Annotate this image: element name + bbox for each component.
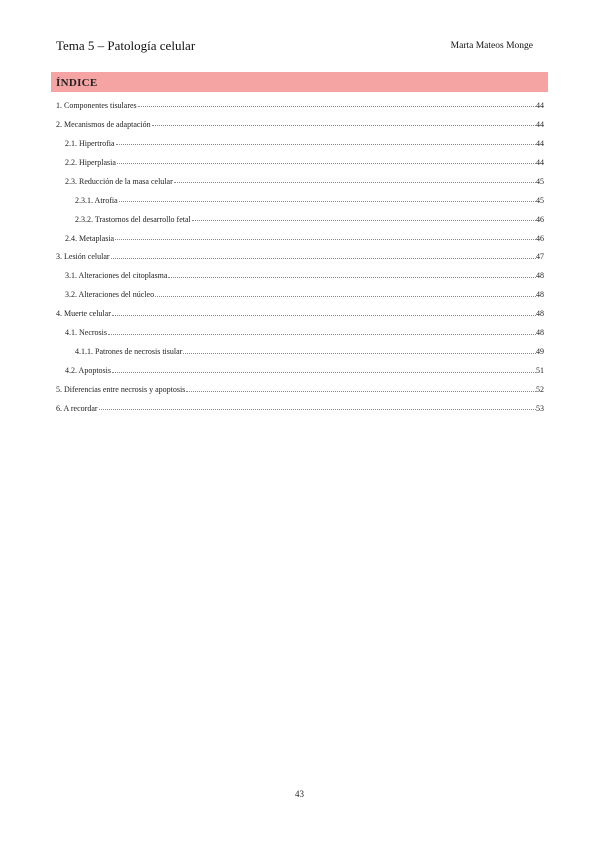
toc-entry-page: 48 <box>536 271 544 281</box>
toc-entry-label: 4.2. Apoptosis <box>65 366 112 376</box>
toc-dot-leader <box>112 315 536 316</box>
table-of-contents <box>56 96 544 418</box>
toc-entry-label: 2.1. Hipertrofia <box>65 138 115 148</box>
toc-entry-label: 3.1. Alteraciones del citoplasma <box>65 271 168 281</box>
toc-entry-page: 52 <box>536 385 544 395</box>
toc-entry-page: 48 <box>536 290 544 300</box>
toc-entry-page: 46 <box>536 214 544 224</box>
toc-dot-leader <box>117 163 536 164</box>
toc-entry[interactable] <box>56 191 544 210</box>
toc-entry-label: 2.3.2. Trastornos del desarrollo fetal <box>75 214 191 224</box>
toc-entry[interactable] <box>56 153 544 172</box>
toc-dot-leader <box>152 125 536 126</box>
toc-entry-label: 5. Diferencias entre necrosis y apoptosis <box>56 385 186 395</box>
toc-entry[interactable] <box>56 304 544 323</box>
toc-entry-label: 2.3.1. Atrofia <box>75 195 118 205</box>
toc-dot-leader <box>138 106 536 107</box>
toc-dot-leader <box>108 334 536 335</box>
toc-entry-label: 2. Mecanismos de adaptación <box>56 119 151 129</box>
toc-dot-leader <box>168 277 536 278</box>
page-header <box>56 38 543 58</box>
toc-entry[interactable] <box>56 380 544 399</box>
toc-entry-label: 4.1.1. Patrones de necrosis tisular <box>75 347 183 357</box>
toc-entry-page: 46 <box>536 233 544 243</box>
index-heading: ÍNDICE <box>56 77 98 89</box>
page-number: 43 <box>295 789 304 799</box>
toc-dot-leader <box>119 201 536 202</box>
toc-entry-label: 1. Componentes tisulares <box>56 100 137 110</box>
toc-entry[interactable] <box>56 266 544 285</box>
index-heading-band <box>51 72 548 92</box>
toc-dot-leader <box>115 239 536 240</box>
toc-entry[interactable] <box>56 210 544 229</box>
toc-dot-leader <box>192 220 536 221</box>
toc-entry[interactable] <box>56 172 544 191</box>
toc-entry-label: 6. A recordar <box>56 403 98 413</box>
toc-entry-label: 3. Lesión celular <box>56 252 110 262</box>
toc-entry-label: 2.2. Hiperplasia <box>65 157 116 167</box>
toc-entry-label: 2.4. Metaplasia <box>65 233 115 243</box>
toc-dot-leader <box>186 391 536 392</box>
toc-entry-page: 49 <box>536 347 544 357</box>
toc-entry-page: 45 <box>536 176 544 186</box>
toc-entry[interactable] <box>56 399 544 418</box>
toc-dot-leader <box>174 182 536 183</box>
toc-entry-page: 51 <box>536 366 544 376</box>
toc-entry-page: 44 <box>536 138 544 148</box>
toc-entry-page: 44 <box>536 157 544 167</box>
toc-entry-label: 4. Muerte celular <box>56 309 111 319</box>
toc-entry[interactable] <box>56 361 544 380</box>
toc-entry-page: 44 <box>536 100 544 110</box>
toc-entry[interactable] <box>56 285 544 304</box>
toc-dot-leader <box>111 258 536 259</box>
toc-entry-page: 53 <box>536 403 544 413</box>
header-author: Marta Mateos Monge <box>450 41 533 51</box>
toc-dot-leader <box>183 353 536 354</box>
toc-entry[interactable] <box>56 248 544 267</box>
toc-entry-page: 48 <box>536 309 544 319</box>
toc-entry[interactable] <box>56 96 544 115</box>
toc-entry-page: 45 <box>536 195 544 205</box>
toc-entry[interactable] <box>56 115 544 134</box>
toc-entry-label: 4.1. Necrosis <box>65 328 107 338</box>
toc-entry[interactable] <box>56 323 544 342</box>
toc-entry-page: 48 <box>536 328 544 338</box>
toc-dot-leader <box>112 372 536 373</box>
toc-dot-leader <box>99 409 536 410</box>
toc-entry-page: 47 <box>536 252 544 262</box>
toc-entry-label: 3.2. Alteraciones del núcleo <box>65 290 155 300</box>
toc-entry[interactable] <box>56 134 544 153</box>
toc-entry[interactable] <box>56 229 544 248</box>
header-title: Tema 5 – Patología celular <box>56 38 196 53</box>
toc-dot-leader <box>116 144 536 145</box>
toc-entry-label: 2.3. Reducción de la masa celular <box>65 176 173 186</box>
toc-entry[interactable] <box>56 342 544 361</box>
toc-entry-page: 44 <box>536 119 544 129</box>
toc-dot-leader <box>155 296 536 297</box>
